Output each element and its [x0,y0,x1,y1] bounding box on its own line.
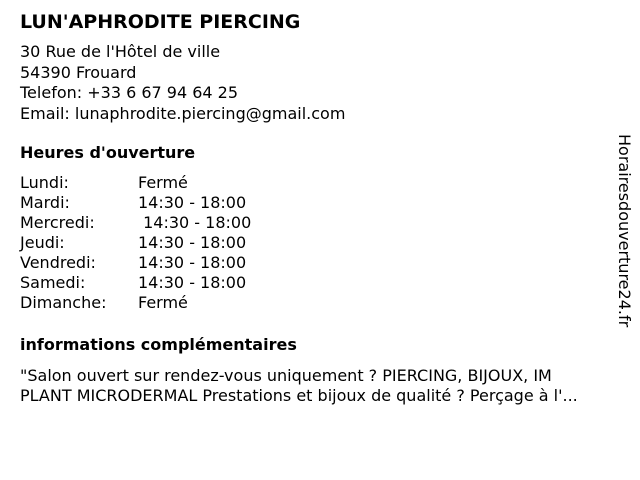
time-value: 14:30 - 18:00 [138,253,247,272]
day-label: Mercredi: [20,213,95,232]
hours-row-wednesday [20,213,620,233]
email-address: Email: lunaphrodite.piercing@gmail.com [20,103,346,123]
business-card [20,10,620,406]
contact-block [20,42,620,124]
day-label: Lundi: [20,173,69,192]
time-value: Fermé [138,293,188,312]
day-label: Mardi: [20,193,70,212]
time-value: 14:30 - 18:00 [138,193,247,212]
city-postcode: 54390 Frouard [20,62,137,82]
street-address: 30 Rue de l'Hôtel de ville [20,42,221,61]
time-value: 14:30 - 18:00 [138,233,247,252]
hours-row-saturday [20,273,620,293]
additional-info-heading: informations complémentaires [20,335,297,354]
opening-hours-table [20,173,620,313]
day-label: Samedi: [20,273,86,292]
hours-row-monday [20,173,620,193]
opening-hours-heading: Heures d'ouverture [20,143,196,162]
day-label: Dimanche: [20,293,107,312]
info-line: PLANT MICRODERMAL Prestations et bijoux de qualité ? Perçage à l'... [20,386,578,405]
phone-number: Telefon: +33 6 67 94 64 25 [20,83,239,102]
site-watermark: Horairesdouverture24.fr [615,134,634,328]
hours-row-tuesday [20,193,620,213]
hours-row-thursday [20,233,620,253]
time-value: 14:30 - 18:00 [138,273,247,292]
info-line: "Salon ouvert sur rendez-vous uniquement ? PIERCING, BIJOUX, IM [20,366,552,385]
day-label: Jeudi: [20,233,65,252]
hours-row-sunday [20,293,620,313]
day-label: Vendredi: [20,253,96,272]
additional-info-text [20,366,630,406]
time-value: Fermé [138,173,188,192]
time-value: 14:30 - 18:00 [138,213,252,232]
business-name: LUN'APHRODITE PIERCING [20,11,301,33]
hours-row-friday [20,253,620,273]
